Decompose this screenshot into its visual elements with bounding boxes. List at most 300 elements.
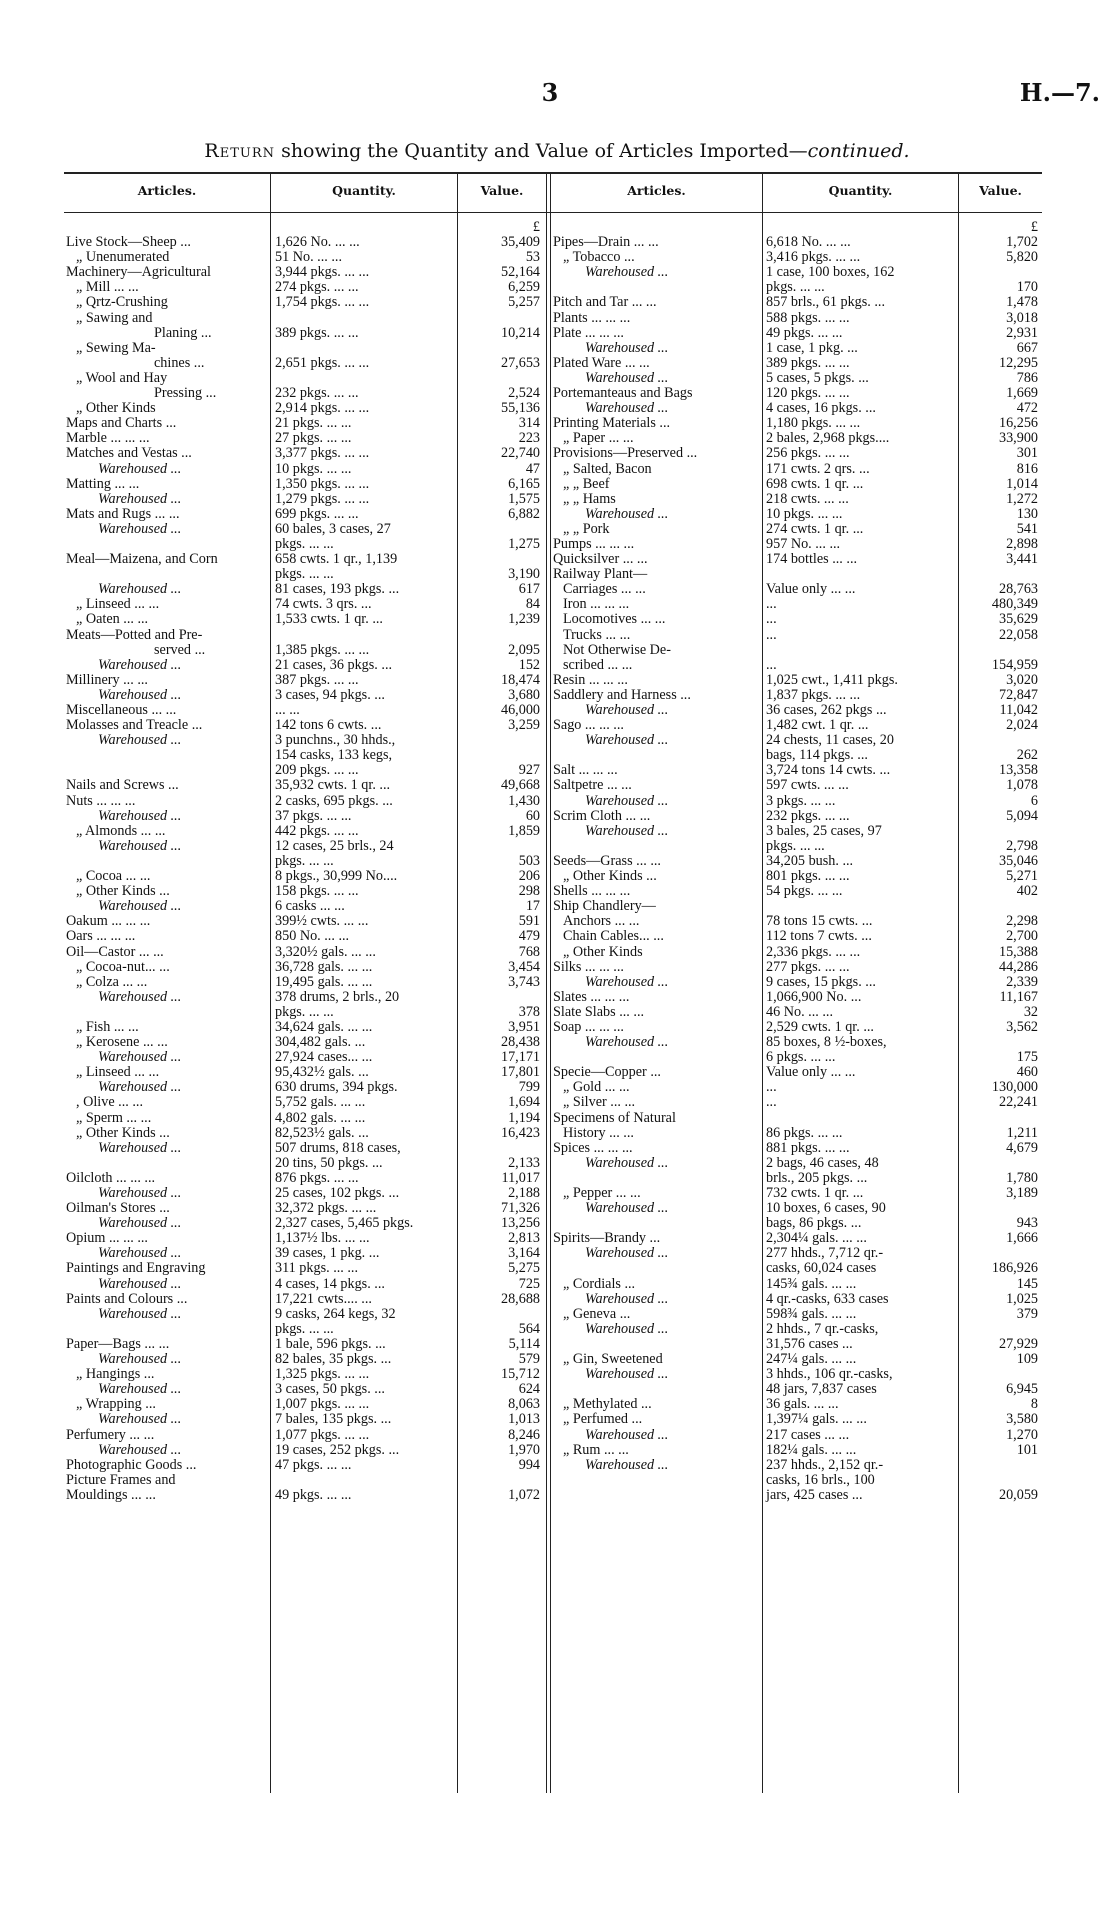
quantity-cell: 304,482 gals. ... [275, 1035, 366, 1051]
article-cell: Pressing ... [154, 386, 217, 402]
value-cell: 4,679 [1006, 1140, 1038, 1156]
quantity-cell: 378 drums, 2 brls., 20 [275, 989, 400, 1005]
table-row [64, 492, 543, 507]
article-cell [551, 839, 761, 854]
value-cell: 1,970 [508, 1442, 540, 1458]
article-cell: Warehoused ... [585, 1367, 669, 1383]
article-cell: Warehoused ... [585, 370, 669, 386]
article-cell: Seeds—Grass ... ... [553, 853, 661, 869]
quantity-cell: 1 case, 100 boxes, 162 [766, 265, 895, 281]
value-cell: 17 [525, 899, 540, 915]
value-cell: 6,882 [508, 506, 540, 522]
table-title [0, 140, 1114, 162]
value-cell: 564 [518, 1321, 540, 1337]
value-cell: 53 [525, 250, 540, 266]
table-row [64, 1065, 543, 1080]
quantity-cell: 1,837 pkgs. ... ... [766, 687, 861, 703]
quantity-cell: 389 pkgs. ... ... [275, 325, 359, 341]
table-row [551, 552, 1041, 567]
quantity-cell: 6,618 No. ... ... [766, 235, 851, 251]
quantity-cell: 1,350 pkgs. ... ... [275, 476, 370, 492]
quantity-cell: 142 tons 6 cwts. ... [275, 718, 382, 734]
table-row [551, 1231, 1041, 1246]
article-cell: Warehoused ... [98, 521, 182, 537]
value-cell: 1,702 [1006, 235, 1038, 251]
value-cell: 1,666 [1006, 1231, 1038, 1247]
value-cell: 1,270 [1006, 1427, 1038, 1443]
value-cell: 8,246 [508, 1427, 540, 1443]
table-row [64, 1397, 543, 1412]
article-cell: Spirits—Brandy ... [553, 1231, 661, 1247]
article-cell: Iron ... ... ... [563, 597, 630, 613]
quantity-cell [270, 341, 457, 356]
value-cell: 2,095 [508, 642, 540, 658]
article-cell: „ Cocoa-nut... ... [76, 959, 170, 975]
quantity-cell: 6 pkgs. ... ... [766, 1050, 836, 1066]
table-row [64, 1111, 543, 1126]
value-cell: 186,926 [991, 1261, 1038, 1277]
quantity-cell: 1,385 pkgs. ... ... [275, 642, 370, 658]
article-cell: „ Kerosene ... ... [76, 1035, 168, 1051]
value-cell: 5,820 [1006, 250, 1038, 266]
value-cell: 3,743 [508, 974, 540, 990]
table-row [551, 356, 1041, 371]
quantity-cell: 54 pkgs. ... ... [766, 884, 843, 900]
table-row [64, 1367, 543, 1382]
value-cell: 2,298 [1006, 914, 1038, 930]
quantity-cell: 49 pkgs. ... ... [766, 325, 843, 341]
table-row [551, 1367, 1041, 1382]
value-cell: 1,478 [1006, 295, 1038, 311]
quantity-cell: 112 tons 7 cwts. ... [766, 929, 872, 945]
quantity-cell: 9 casks, 264 kegs, 32 [275, 1306, 396, 1322]
article-cell: Warehoused ... [98, 582, 182, 598]
value-cell: 301 [1016, 446, 1038, 462]
article-cell: Opium ... ... ... [66, 1231, 148, 1247]
value-cell: 378 [518, 1004, 540, 1020]
article-cell: , Olive ... ... [76, 1095, 143, 1111]
quantity-cell: 630 drums, 394 pkgs. [275, 1080, 398, 1096]
table-row [64, 1216, 543, 1231]
table-row [551, 612, 1041, 627]
article-cell: Warehoused ... [585, 1155, 669, 1171]
quantity-cell: 25 cases, 102 pkgs. ... [275, 1186, 400, 1201]
quantity-cell: 2 hhds., 7 qr.-casks, [766, 1321, 879, 1337]
table-row [551, 1171, 1041, 1186]
article-cell: Silks ... ... ... [553, 959, 624, 975]
quantity-cell: 732 cwts. 1 qr. ... [766, 1186, 864, 1201]
quantity-cell: 1,066,900 No. ... [766, 989, 862, 1005]
value-cell: 402 [1016, 884, 1038, 900]
article-cell: „ Sewing Ma- [76, 340, 156, 356]
value-cell [457, 1307, 543, 1322]
article-cell [551, 1337, 761, 1352]
document-code: H.—7. [1019, 78, 1100, 107]
quantity-cell: 8 pkgs., 30,999 No.... [275, 869, 398, 885]
article-cell: Oil—Castor ... ... [66, 944, 164, 960]
quantity-cell [761, 899, 957, 914]
table-row [551, 1443, 1041, 1458]
value-cell [957, 265, 1041, 280]
table-row [551, 1216, 1041, 1231]
quantity-cell [761, 567, 957, 582]
article-cell: Live Stock—Sheep ... [66, 235, 191, 251]
article-cell: „ Sperm ... ... [76, 1110, 152, 1126]
table-row [551, 839, 1041, 854]
table-row [551, 809, 1041, 824]
table-row [551, 401, 1041, 416]
quantity-cell: 5,752 gals. ... ... [275, 1095, 366, 1111]
article-cell [551, 1261, 761, 1276]
value-cell: 18,474 [500, 672, 540, 688]
article-cell: Marble ... ... ... [66, 431, 150, 447]
quantity-cell: 34,205 bush. ... [766, 853, 854, 869]
article-cell: Soap ... ... ... [553, 1019, 624, 1035]
table-row [64, 1261, 543, 1276]
article-cell: „ Fish ... ... [76, 1019, 139, 1035]
quantity-cell: 21 pkgs. ... ... [275, 416, 352, 432]
quantity-cell: 20 tins, 50 pkgs. ... [275, 1155, 383, 1171]
value-cell: 927 [518, 763, 540, 779]
article-cell: „ Sawing and [76, 310, 153, 326]
quantity-cell: 3 pkgs. ... ... [766, 793, 836, 809]
quantity-cell: 24 chests, 11 cases, 20 [766, 733, 894, 749]
article-cell: „ Rum ... ... [563, 1442, 629, 1458]
quantity-cell: 4 cases, 14 pkgs. ... [275, 1276, 385, 1292]
article-cell: „ Paper ... ... [563, 431, 634, 447]
quantity-cell: 36 gals. ... ... [766, 1397, 839, 1413]
article-cell: Salt ... ... ... [553, 763, 618, 779]
value-cell: 1,194 [508, 1110, 540, 1126]
table-row [64, 1201, 543, 1216]
table-row [64, 960, 543, 975]
table-row [551, 280, 1041, 295]
value-cell: 152 [518, 657, 540, 673]
value-cell [957, 1473, 1041, 1488]
article-cell: Not Otherwise De- [563, 642, 671, 658]
table-row [551, 1322, 1041, 1337]
article-cell: Warehoused ... [585, 1035, 669, 1051]
table-row [551, 522, 1041, 537]
value-cell: 84 [525, 597, 540, 613]
article-cell: Saltpetre ... ... [553, 778, 632, 794]
value-cell: 52,164 [500, 265, 540, 281]
table-row [64, 401, 543, 416]
article-cell: „ „ Pork [563, 521, 610, 537]
quantity-cell: 277 hhds., 7,712 qr.- [766, 1246, 884, 1262]
quantity-cell: pkgs. ... ... [766, 280, 825, 296]
header-bottom-rule [64, 212, 1042, 213]
quantity-cell: 74 cwts. 3 qrs. ... [275, 597, 372, 613]
article-cell: Warehoused ... [98, 1080, 182, 1096]
quantity-cell: ... [766, 1095, 777, 1111]
quantity-cell [270, 371, 457, 386]
table-row [551, 1292, 1041, 1307]
quantity-cell: 36,728 gals. ... ... [275, 959, 373, 975]
table-row [64, 1443, 543, 1458]
article-cell [64, 220, 270, 235]
value-cell: 2,024 [1006, 718, 1038, 734]
article-cell: Chain Cables... ... [563, 929, 664, 945]
quantity-cell: 19,495 gals. ... ... [275, 974, 373, 990]
table-row [551, 507, 1041, 522]
article-cell: Plate ... ... ... [553, 325, 624, 341]
quantity-cell: ... [766, 597, 777, 613]
header-quantity-right: Quantity. [828, 183, 893, 198]
article-cell: Warehoused ... [98, 461, 182, 477]
article-cell: Paints and Colours ... [66, 1291, 188, 1307]
article-cell: Warehoused ... [98, 1382, 182, 1398]
table-row [64, 371, 543, 386]
quantity-cell: 46 No. ... ... [766, 1004, 833, 1020]
quantity-cell [270, 628, 457, 643]
article-cell: Oakum ... ... ... [66, 914, 151, 930]
value-cell: 479 [518, 929, 540, 945]
article-cell [64, 567, 270, 582]
table-row [64, 839, 543, 854]
quantity-cell: pkgs. ... ... [275, 1321, 334, 1337]
article-cell: „ Unenumerated [76, 250, 170, 266]
quantity-cell [761, 220, 957, 235]
table-row [64, 1020, 543, 1035]
table-row [64, 280, 543, 295]
article-cell: Paper—Bags ... ... [66, 1336, 170, 1352]
article-cell: Oilcloth ... ... ... [66, 1170, 156, 1186]
value-cell: 994 [518, 1457, 540, 1473]
value-cell: 2,339 [1006, 974, 1038, 990]
table-row [64, 250, 543, 265]
quantity-cell: 27 pkgs. ... ... [275, 431, 352, 447]
article-cell: Warehoused ... [98, 491, 182, 507]
quantity-cell: 95,432½ gals. ... [275, 1065, 369, 1081]
value-cell: 2,133 [508, 1155, 540, 1171]
value-cell: 460 [1016, 1065, 1038, 1081]
value-cell: 28,688 [500, 1291, 540, 1307]
value-cell: 1,575 [508, 491, 540, 507]
value-cell: 624 [518, 1382, 540, 1398]
table-row [64, 643, 543, 658]
quantity-cell: 598¾ gals. ... ... [766, 1306, 857, 1322]
quantity-cell: 1 bale, 596 pkgs. ... [275, 1336, 386, 1352]
table-row [551, 1141, 1041, 1156]
table-row [64, 673, 543, 688]
value-cell: 2,188 [508, 1186, 540, 1201]
article-cell: Warehoused ... [585, 506, 669, 522]
table-row [64, 1428, 543, 1443]
value-cell: 503 [518, 853, 540, 869]
value-cell: 170 [1016, 280, 1038, 296]
article-cell: Warehoused ... [98, 1442, 182, 1458]
value-cell: 15,388 [998, 944, 1038, 960]
value-cell: 20,059 [998, 1487, 1038, 1503]
quantity-cell [270, 220, 457, 235]
table-row [64, 1050, 543, 1065]
article-cell: Portemanteaus and Bags [553, 386, 693, 402]
article-cell: Warehoused ... [98, 1412, 182, 1428]
value-cell: 5,094 [1006, 808, 1038, 824]
value-cell: 480,349 [991, 597, 1038, 613]
table-row [551, 869, 1041, 884]
article-cell: Saddlery and Harness ... [553, 687, 691, 703]
article-cell: Warehoused ... [585, 703, 669, 718]
value-cell: 379 [1016, 1306, 1038, 1322]
quantity-cell: 2 bags, 46 cases, 48 [766, 1155, 879, 1171]
table-row [64, 1352, 543, 1367]
table-row [551, 1277, 1041, 1292]
value-cell: 1,859 [508, 823, 540, 839]
quantity-cell: pkgs. ... ... [275, 567, 334, 583]
value-cell: 6,259 [508, 280, 540, 296]
quantity-cell: 21 cases, 36 pkgs. ... [275, 657, 393, 673]
article-cell: „ Qrtz-Crushing [76, 295, 168, 311]
quantity-cell: bags, 114 pkgs. ... [766, 748, 868, 764]
value-cell: 617 [518, 582, 540, 598]
quantity-cell: 10 pkgs. ... ... [275, 461, 352, 477]
article-cell: Railway Plant— [553, 567, 648, 583]
table-row [64, 1292, 543, 1307]
value-cell: 3,189 [1006, 1186, 1038, 1201]
article-cell: Trucks ... ... [563, 627, 631, 643]
value-cell: 3,680 [508, 687, 540, 703]
value-cell: 55,136 [500, 401, 540, 417]
value-cell [457, 522, 543, 537]
table-row [64, 1141, 543, 1156]
quantity-cell: 51 No. ... ... [275, 250, 342, 266]
article-cell: Warehoused ... [585, 733, 669, 749]
article-cell: Plants ... ... ... [553, 310, 631, 326]
article-cell [64, 763, 270, 778]
table-row [551, 1428, 1041, 1443]
quantity-cell: 1,397¼ gals. ... ... [766, 1412, 867, 1428]
article-cell [551, 1382, 761, 1397]
value-cell: 1,013 [508, 1412, 540, 1428]
article-cell: Warehoused ... [98, 989, 182, 1005]
value-cell: 11,017 [501, 1170, 540, 1186]
article-cell: „ Cocoa ... ... [76, 869, 151, 885]
table-row [551, 628, 1041, 643]
table-row [551, 824, 1041, 839]
quantity-cell: 3,320½ gals. ... ... [275, 944, 376, 960]
value-cell: 71,326 [500, 1201, 540, 1217]
value-cell: 17,171 [500, 1050, 540, 1066]
table-row [64, 1231, 543, 1246]
value-cell [957, 1111, 1041, 1126]
table-row [551, 718, 1041, 733]
value-cell: 8,063 [508, 1397, 540, 1413]
table-row [551, 1065, 1041, 1080]
table-row [551, 688, 1041, 703]
header-articles-left: Articles. [137, 183, 197, 198]
table-row [551, 1488, 1041, 1503]
table-row [64, 522, 543, 537]
quantity-cell: ... [766, 612, 777, 628]
value-cell: 943 [1016, 1216, 1038, 1232]
table-row [64, 778, 543, 793]
article-cell: Specimens of Natural [553, 1110, 676, 1126]
table-row [64, 688, 543, 703]
value-cell [957, 733, 1041, 748]
quantity-cell: Value only ... ... [766, 582, 856, 598]
value-cell: 3,454 [508, 959, 540, 975]
value-cell [457, 371, 543, 386]
value-cell [457, 311, 543, 326]
value-cell: 15,712 [500, 1367, 540, 1383]
value-cell [957, 1246, 1041, 1261]
left-table [64, 220, 543, 1503]
table-row [551, 1337, 1041, 1352]
value-cell: 13,256 [500, 1216, 540, 1232]
table-row [551, 1473, 1041, 1488]
quantity-cell: 10 pkgs. ... ... [766, 506, 843, 522]
quantity-cell: 182¼ gals. ... ... [766, 1442, 857, 1458]
quantity-cell: 82,523½ gals. ... [275, 1125, 369, 1141]
article-cell: Millinery ... ... [66, 672, 148, 688]
quantity-cell: 120 pkgs. ... ... [766, 386, 850, 402]
table-row [551, 446, 1041, 461]
value-cell [957, 1322, 1041, 1337]
table-row [551, 1080, 1041, 1095]
quantity-cell: 389 pkgs. ... ... [766, 355, 850, 371]
article-cell: „ Wool and Hay [76, 370, 168, 386]
quantity-cell: 3 bales, 25 cases, 97 [766, 823, 882, 839]
article-cell: „ Linseed ... ... [76, 1065, 160, 1081]
article-cell [64, 1156, 270, 1171]
quantity-cell: 209 pkgs. ... ... [275, 763, 359, 779]
article-cell: History ... ... [563, 1125, 634, 1141]
article-cell: Warehoused ... [98, 687, 182, 703]
article-cell: Maps and Charts ... [66, 416, 177, 432]
article-cell: „ Colza ... ... [76, 974, 148, 990]
value-cell: 223 [518, 431, 540, 447]
table-row [551, 431, 1041, 446]
quantity-cell: 311 pkgs. ... ... [275, 1261, 359, 1277]
quantity-cell: 1 case, 1 pkg. ... [766, 340, 858, 356]
table-row [64, 1473, 543, 1488]
value-cell [457, 733, 543, 748]
article-cell: Matting ... ... [66, 476, 140, 492]
article-cell: Slate Slabs ... ... [553, 1004, 645, 1020]
article-cell: scribed ... ... [563, 657, 633, 673]
table-row [551, 1035, 1041, 1050]
table-row [64, 356, 543, 371]
quantity-cell: 3 punchns., 30 hhds., [275, 733, 396, 749]
article-cell: Miscellaneous ... ... [66, 703, 177, 718]
value-cell: 1,072 [508, 1487, 540, 1503]
quantity-cell: 85 boxes, 8 ½-boxes, [766, 1035, 887, 1051]
value-cell: 6,945 [1006, 1382, 1038, 1398]
article-cell: Provisions—Preserved ... [553, 446, 698, 462]
table-row [551, 945, 1041, 960]
article-cell: „ Oaten ... ... [76, 612, 149, 628]
value-cell: 11,167 [999, 989, 1038, 1005]
quantity-cell: 597 cwts. ... ... [766, 778, 849, 794]
table-row [551, 1126, 1041, 1141]
article-cell: Shells ... ... ... [553, 884, 631, 900]
value-cell: 2,813 [508, 1231, 540, 1247]
table-row [551, 1412, 1041, 1427]
value-cell: 5,114 [508, 1336, 540, 1352]
table-row [64, 1126, 543, 1141]
quantity-cell: 274 pkgs. ... ... [275, 280, 359, 296]
table-row [551, 763, 1041, 778]
table-row [551, 386, 1041, 401]
table-row [551, 733, 1041, 748]
value-cell [957, 1458, 1041, 1473]
value-cell [457, 990, 543, 1005]
quantity-cell: 4,802 gals. ... ... [275, 1110, 366, 1126]
article-cell: „ Tobacco ... [563, 250, 635, 266]
article-cell: Warehoused ... [98, 899, 182, 915]
